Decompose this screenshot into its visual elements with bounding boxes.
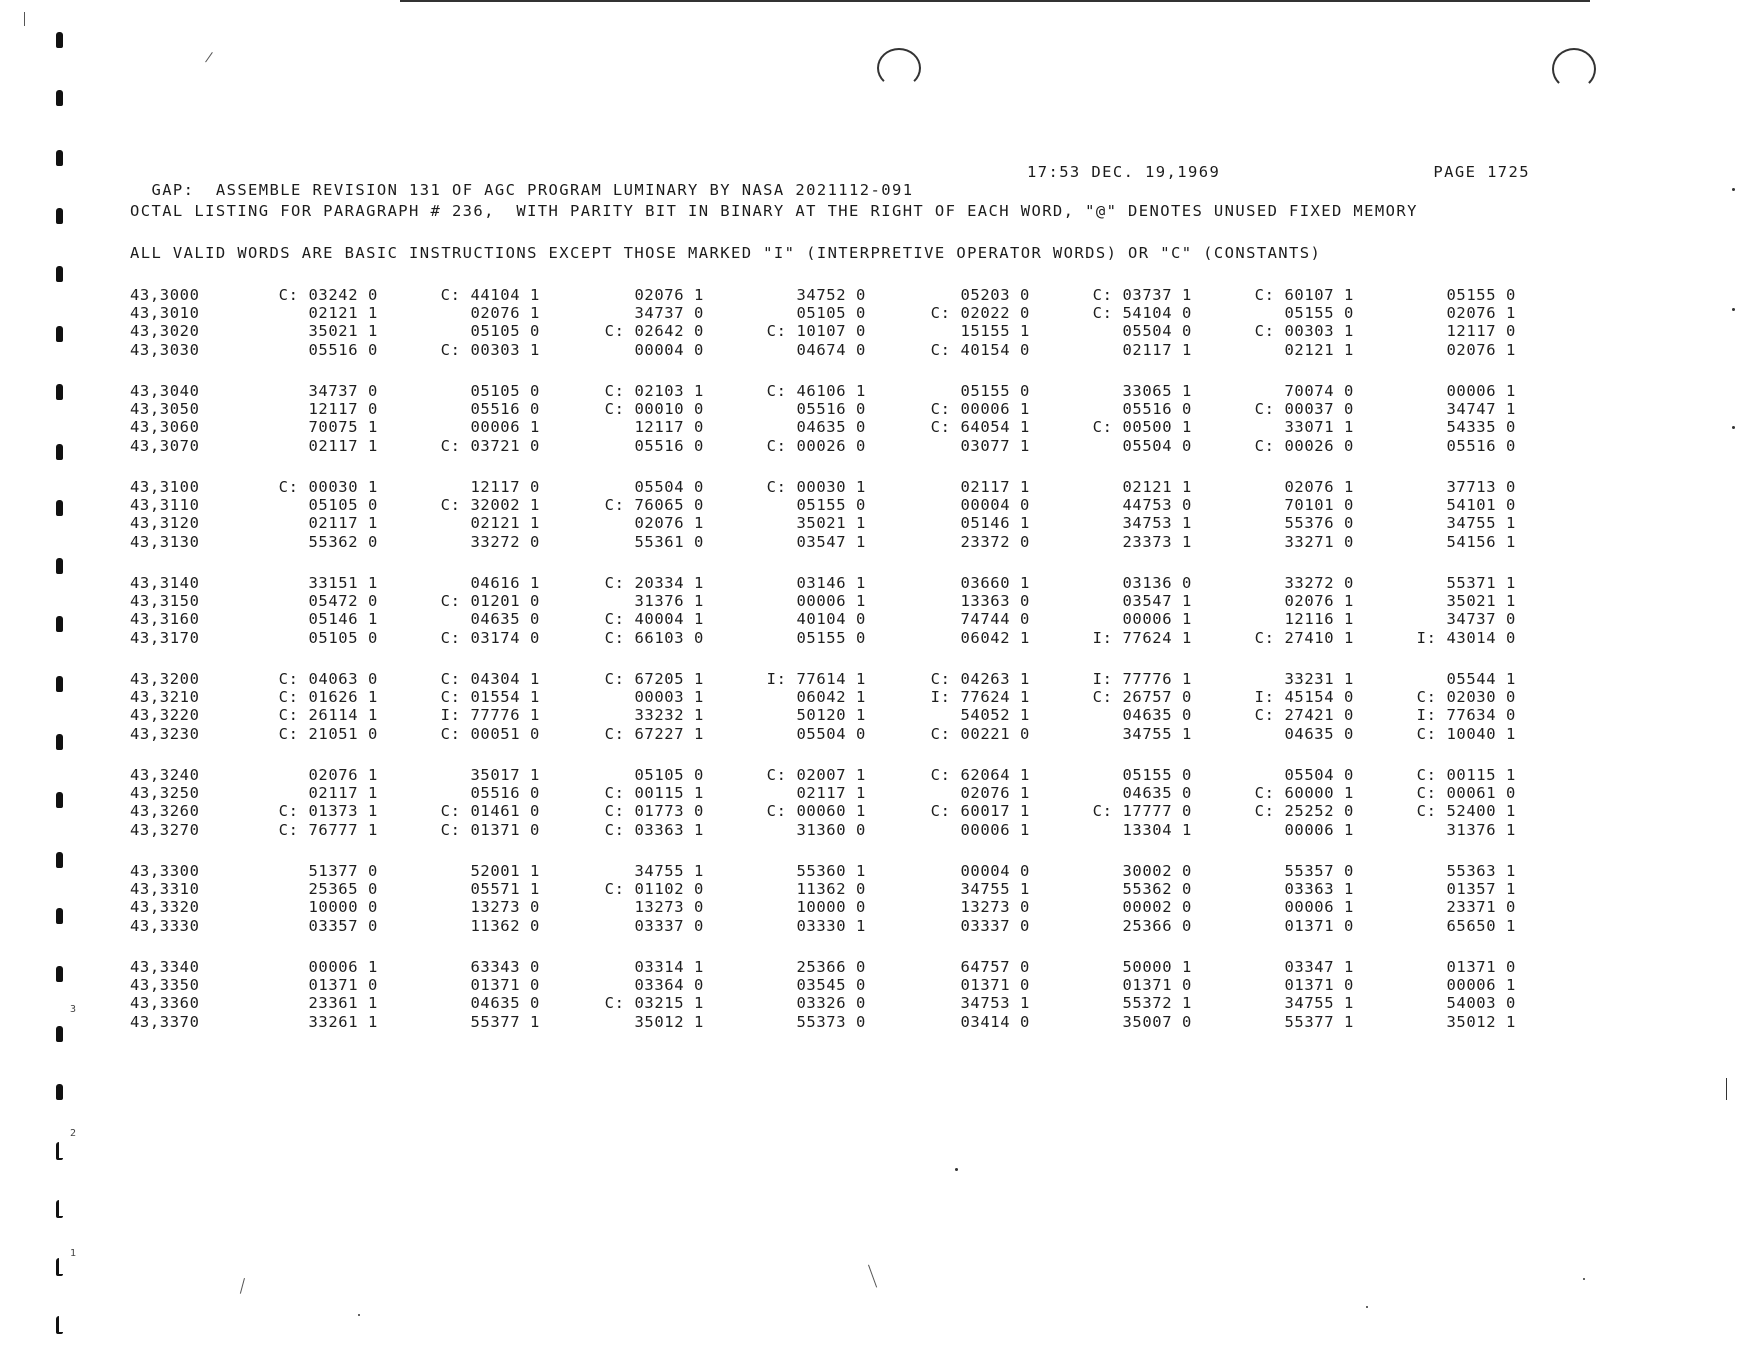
listing-word: 05516 0	[1446, 436, 1516, 455]
listing-word: C: 01554 1	[440, 688, 540, 707]
listing-word: C: 02642 0	[604, 322, 704, 341]
listing-address: 43,3100	[130, 478, 200, 496]
listing-word: C: 27421 0	[1254, 706, 1354, 725]
listing-word: 02076 1	[960, 784, 1030, 803]
listing-word: 51377 0	[308, 862, 378, 880]
listing-word: 05105 0	[470, 322, 540, 341]
listing-word: 03146 1	[796, 574, 866, 592]
listing-word: 00004 0	[634, 340, 704, 359]
listing-address: 43,3250	[130, 784, 200, 803]
listing-word: 02121 1	[470, 514, 540, 533]
listing-word: 64757 0	[960, 958, 1030, 976]
listing-word: 02121 1	[1122, 478, 1192, 496]
listing-word: 37713 0	[1446, 478, 1516, 496]
listing-word: 03314 1	[634, 958, 704, 976]
listing-word: 00003 1	[634, 688, 704, 707]
listing-word: C: 02030 0	[1416, 688, 1516, 707]
listing-address: 43,3320	[130, 898, 200, 917]
listing-address: 43,3010	[130, 304, 200, 323]
listing-address: 43,3150	[130, 592, 200, 611]
listing-word: 55361 0	[634, 532, 704, 551]
listing-word: C: 76777 1	[278, 820, 378, 839]
listing-word: 70074 0	[1284, 382, 1354, 400]
listing-word: 00006 1	[470, 418, 540, 437]
listing-word: 02076 1	[1284, 592, 1354, 611]
listing-word: C: 00060 1	[766, 802, 866, 821]
listing-address: 43,3050	[130, 400, 200, 419]
listing-address: 43,3240	[130, 766, 200, 784]
listing-word: 02117 1	[308, 784, 378, 803]
listing-word: 74744 0	[960, 610, 1030, 629]
margin-mark: 1	[70, 1248, 77, 1259]
listing-address: 43,3060	[130, 418, 200, 437]
listing-word: 13363 0	[960, 592, 1030, 611]
listing-word: C: 32002 1	[440, 496, 540, 515]
listing-word: 00006 1	[960, 820, 1030, 839]
listing-address: 43,3210	[130, 688, 200, 707]
listing-address: 43,3300	[130, 862, 200, 880]
listing-word: 33232 1	[634, 706, 704, 725]
listing-word: 05105 0	[470, 382, 540, 400]
listing-word: 01357 1	[1446, 880, 1516, 899]
listing-address: 43,3360	[130, 994, 200, 1013]
assembly-title: GAP: ASSEMBLE REVISION 131 OF AGC PROGRAM LUMINARY BY NASA 2021112-091	[151, 181, 914, 199]
listing-word: 02121 1	[308, 304, 378, 323]
listing-address: 43,3030	[130, 340, 200, 359]
listing-word: 04616 1	[470, 574, 540, 592]
listing-word: C: 01461 0	[440, 802, 540, 821]
listing-word: C: 76065 0	[604, 496, 704, 515]
listing-word: C: 03242 0	[278, 286, 378, 304]
listing-word: 05155 0	[960, 382, 1030, 400]
listing-word: C: 20334 1	[604, 574, 704, 592]
listing-word: 55373 0	[796, 1012, 866, 1031]
listing-word: 00006 1	[1446, 976, 1516, 995]
listing-word: 34753 1	[960, 994, 1030, 1013]
listing-word: 01371 0	[960, 976, 1030, 995]
listing-word: 54156 1	[1446, 532, 1516, 551]
listing-word: 00006 1	[308, 958, 378, 976]
listing-word: 11362 0	[796, 880, 866, 899]
listing-word: C: 01102 0	[604, 880, 704, 899]
listing-word: C: 03737 1	[1092, 286, 1192, 304]
listing-address: 43,3160	[130, 610, 200, 629]
listing-word: C: 00010 0	[604, 400, 704, 419]
listing-word: 00006 1	[1284, 898, 1354, 917]
listing-word: 25365 0	[308, 880, 378, 899]
listing-word: 05516 0	[308, 340, 378, 359]
listing-word: C: 03174 0	[440, 628, 540, 647]
listing-address: 43,3140	[130, 574, 200, 592]
listing-address: 43,3020	[130, 322, 200, 341]
listing-word: 02076 1	[634, 286, 704, 304]
listing-address: 43,3170	[130, 628, 200, 647]
listing-word: 05155 0	[1284, 304, 1354, 323]
listing-address: 43,3350	[130, 976, 200, 995]
listing-word: 35012 1	[1446, 1012, 1516, 1031]
listing-word: 34755 1	[1284, 994, 1354, 1013]
listing-word: 05504 0	[1284, 766, 1354, 784]
listing-word: 03547 1	[1122, 592, 1192, 611]
listing-word: 55357 0	[1284, 862, 1354, 880]
listing-word: C: 00030 1	[278, 478, 378, 496]
listing-word: 03364 0	[634, 976, 704, 995]
listing-word: 55360 1	[796, 862, 866, 880]
listing-address: 43,3260	[130, 802, 200, 821]
listing-word: C: 10107 0	[766, 322, 866, 341]
listing-word: 35017 1	[470, 766, 540, 784]
listing-word: 10000 0	[308, 898, 378, 917]
listing-word: 25366 0	[796, 958, 866, 976]
listing-word: C: 00030 1	[766, 478, 866, 496]
listing-word: 34737 0	[308, 382, 378, 400]
listing-word: 65650 1	[1446, 916, 1516, 935]
listing-address: 43,3110	[130, 496, 200, 515]
listing-word: 35007 0	[1122, 1012, 1192, 1031]
listing-address: 43,3040	[130, 382, 200, 400]
listing-word: 54335 0	[1446, 418, 1516, 437]
listing-address: 43,3340	[130, 958, 200, 976]
listing-word: 55376 0	[1284, 514, 1354, 533]
listing-word: 05516 0	[470, 784, 540, 803]
listing-word: C: 60107 1	[1254, 286, 1354, 304]
listing-word: 15155 1	[960, 322, 1030, 341]
listing-word: C: 02007 1	[766, 766, 866, 784]
listing-word: C: 00303 1	[440, 340, 540, 359]
listing-address: 43,3330	[130, 916, 200, 935]
listing-word: I: 77624 1	[1092, 628, 1192, 647]
listing-word: 54052 1	[960, 706, 1030, 725]
listing-word: 04635 0	[470, 610, 540, 629]
listing-word: 23372 0	[960, 532, 1030, 551]
listing-word: C: 01373 1	[278, 802, 378, 821]
listing-word: 02117 1	[1122, 340, 1192, 359]
listing-word: 63343 0	[470, 958, 540, 976]
listing-word: 00002 0	[1122, 898, 1192, 917]
listing-word: I: 77624 1	[930, 688, 1030, 707]
listing-word: 35021 1	[308, 322, 378, 341]
listing-word: 05504 0	[1122, 322, 1192, 341]
listing-word: 03545 0	[796, 976, 866, 995]
listing-word: C: 00221 0	[930, 724, 1030, 743]
listing-word: C: 52400 1	[1416, 802, 1516, 821]
listing-word: I: 45154 0	[1254, 688, 1354, 707]
listing-word: 34755 1	[960, 880, 1030, 899]
listing-word: 23371 0	[1446, 898, 1516, 917]
listing-word: 05146 1	[308, 610, 378, 629]
listing-address: 43,3270	[130, 820, 200, 839]
listing-word: 05516 0	[796, 400, 866, 419]
listing-address: 43,3070	[130, 436, 200, 455]
listing-word: 02117 1	[796, 784, 866, 803]
listing-word: 35012 1	[634, 1012, 704, 1031]
listing-word: 05472 0	[308, 592, 378, 611]
listing-word: 33065 1	[1122, 382, 1192, 400]
listing-word: 31360 0	[796, 820, 866, 839]
listing-word: 02076 1	[634, 514, 704, 533]
listing-word: 05155 0	[1446, 286, 1516, 304]
listing-word: 54003 0	[1446, 994, 1516, 1013]
listing-word: 05516 0	[1122, 400, 1192, 419]
listing-word: 33271 0	[1284, 532, 1354, 551]
listing-word: C: 54104 0	[1092, 304, 1192, 323]
margin-mark: 3	[70, 1004, 77, 1015]
listing-word: 00006 1	[796, 592, 866, 611]
listing-word: C: 00037 0	[1254, 400, 1354, 419]
listing-word: 12116 1	[1284, 610, 1354, 629]
listing-word: C: 02022 0	[930, 304, 1030, 323]
listing-word: C: 00303 1	[1254, 322, 1354, 341]
listing-word: 03660 1	[960, 574, 1030, 592]
listing-word: 54101 0	[1446, 496, 1516, 515]
listing-word: 05516 0	[470, 400, 540, 419]
listing-word: 01371 0	[308, 976, 378, 995]
listing-word: 02076 1	[1284, 478, 1354, 496]
listing-word: 33151 1	[308, 574, 378, 592]
listing-word: 05146 1	[960, 514, 1030, 533]
listing-word: 55377 1	[1284, 1012, 1354, 1031]
listing-word: I: 77634 0	[1416, 706, 1516, 725]
listing-word: C: 00500 1	[1092, 418, 1192, 437]
listing-address: 43,3000	[130, 286, 200, 304]
listing-word: 23373 1	[1122, 532, 1192, 551]
listing-word: 05571 1	[470, 880, 540, 899]
margin-mark: 2	[70, 1128, 77, 1139]
listing-word: 55372 1	[1122, 994, 1192, 1013]
listing-word: 50120 1	[796, 706, 866, 725]
listing-word: 33231 1	[1284, 670, 1354, 688]
listing-word: 35021 1	[1446, 592, 1516, 611]
listing-word: 02076 1	[1446, 304, 1516, 323]
listing-word: 02076 1	[1446, 340, 1516, 359]
listing-word: 02076 1	[308, 766, 378, 784]
listing-word: 04635 0	[1122, 706, 1192, 725]
listing-word: 05516 0	[634, 436, 704, 455]
listing-word: 55363 1	[1446, 862, 1516, 880]
listing-word: 40104 0	[796, 610, 866, 629]
listing-word: 03363 1	[1284, 880, 1354, 899]
listing-word: C: 10040 1	[1416, 724, 1516, 743]
listing-word: I: 77614 1	[766, 670, 866, 688]
listing-word: 13273 0	[960, 898, 1030, 917]
listing-word: 10000 0	[796, 898, 866, 917]
listing-word: C: 40154 0	[930, 340, 1030, 359]
listing-word: 01371 0	[1284, 916, 1354, 935]
listing-word: 02117 1	[308, 514, 378, 533]
listing-word: 31376 1	[1446, 820, 1516, 839]
listing-word: 03347 1	[1284, 958, 1354, 976]
listing-word: C: 01773 0	[604, 802, 704, 821]
listing-address: 43,3310	[130, 880, 200, 899]
listing-word: 34752 0	[796, 286, 866, 304]
listing-word: 55377 1	[470, 1012, 540, 1031]
listing-word: 02117 1	[308, 436, 378, 455]
listing-word: C: 00115 1	[1416, 766, 1516, 784]
listing-word: 05155 0	[796, 628, 866, 647]
listing-word: 06042 1	[960, 628, 1030, 647]
listing-word: 05105 0	[308, 628, 378, 647]
listing-word: C: 03721 0	[440, 436, 540, 455]
listing-word: 01371 0	[1284, 976, 1354, 995]
listing-address: 43,3120	[130, 514, 200, 533]
listing-word: 06042 1	[796, 688, 866, 707]
listing-word: 05105 0	[634, 766, 704, 784]
listing-word: 05155 0	[1122, 766, 1192, 784]
listing-word: 05105 0	[796, 304, 866, 323]
listing-word: 33071 1	[1284, 418, 1354, 437]
listing-word: C: 44104 1	[440, 286, 540, 304]
listing-word: 05504 0	[1122, 436, 1192, 455]
listing-word: 00006 1	[1284, 820, 1354, 839]
listing-word: C: 04063 0	[278, 670, 378, 688]
listing-word: 03357 0	[308, 916, 378, 935]
valid-words-legend: ALL VALID WORDS ARE BASIC INSTRUCTIONS EXCEPT THOSE MARKED "I" (INTERPRETIVE OPERATOR WORDS) OR "C" (CONSTANTS)	[130, 244, 1322, 262]
listing-address: 43,3370	[130, 1012, 200, 1031]
listing-word: 33272 0	[1284, 574, 1354, 592]
listing-word: C: 46106 1	[766, 382, 866, 400]
listing-word: 02117 1	[960, 478, 1030, 496]
listing-word: 34747 1	[1446, 400, 1516, 419]
listing-word: 13273 0	[470, 898, 540, 917]
listing-word: 00006 1	[1122, 610, 1192, 629]
listing-word: C: 04304 1	[440, 670, 540, 688]
listing-word: 03337 0	[960, 916, 1030, 935]
listing-word: C: 00051 0	[440, 724, 540, 743]
listing-word: 34755 1	[1446, 514, 1516, 533]
listing-word: 03337 0	[634, 916, 704, 935]
listing-word: 52001 1	[470, 862, 540, 880]
listing-word: C: 01201 0	[440, 592, 540, 611]
listing-word: 12117 0	[470, 478, 540, 496]
listing-word: 03330 1	[796, 916, 866, 935]
listing-word: 05203 0	[960, 286, 1030, 304]
listing-word: 55362 0	[1122, 880, 1192, 899]
listing-word: 03414 0	[960, 1012, 1030, 1031]
listing-word: 00004 0	[960, 496, 1030, 515]
listing-word: 44753 0	[1122, 496, 1192, 515]
listing-word: C: 00026 0	[766, 436, 866, 455]
assembly-timestamp: 17:53 DEC. 19,1969	[1027, 163, 1221, 181]
listing-word: 05504 0	[796, 724, 866, 743]
listing-word: C: 67205 1	[604, 670, 704, 688]
listing-word: C: 02103 1	[604, 382, 704, 400]
listing-word: I: 77776 1	[440, 706, 540, 725]
listing-address: 43,3130	[130, 532, 200, 551]
listing-word: 05155 0	[796, 496, 866, 515]
listing-word: I: 77776 1	[1092, 670, 1192, 688]
listing-word: C: 62064 1	[930, 766, 1030, 784]
listing-word: C: 01371 0	[440, 820, 540, 839]
listing-word: C: 26114 1	[278, 706, 378, 725]
listing-word: 31376 1	[634, 592, 704, 611]
listing-address: 43,3200	[130, 670, 200, 688]
listing-word: 34737 0	[1446, 610, 1516, 629]
listing-word: 04635 0	[1284, 724, 1354, 743]
listing-word: 12117 0	[634, 418, 704, 437]
listing-word: 03136 0	[1122, 574, 1192, 592]
listing-word: 02076 1	[470, 304, 540, 323]
listing-address: 43,3230	[130, 724, 200, 743]
listing-word: 11362 0	[470, 916, 540, 935]
listing-word: 05504 0	[634, 478, 704, 496]
listing-word: 00004 0	[960, 862, 1030, 880]
listing-word: 70075 1	[308, 418, 378, 437]
listing-word: 01371 0	[1446, 958, 1516, 976]
listing-word: 35021 1	[796, 514, 866, 533]
listing-word: 04635 0	[470, 994, 540, 1013]
listing-word: 23361 1	[308, 994, 378, 1013]
listing-word: C: 64054 1	[930, 418, 1030, 437]
listing-word: C: 00115 1	[604, 784, 704, 803]
listing-word: 50000 1	[1122, 958, 1192, 976]
listing-word: 34753 1	[1122, 514, 1192, 533]
listing-word: C: 00026 0	[1254, 436, 1354, 455]
listing-word: 12117 0	[308, 400, 378, 419]
listing-word: 70101 0	[1284, 496, 1354, 515]
listing-word: C: 00006 1	[930, 400, 1030, 419]
listing-word: C: 17777 0	[1092, 802, 1192, 821]
listing-word: 04674 0	[796, 340, 866, 359]
listing-word: C: 27410 1	[1254, 628, 1354, 647]
listing-word: 25366 0	[1122, 916, 1192, 935]
listing-word: 03326 0	[796, 994, 866, 1013]
listing-word: C: 60000 1	[1254, 784, 1354, 803]
octal-listing-line: OCTAL LISTING FOR PARAGRAPH # 236, WITH PARITY BIT IN BINARY AT THE RIGHT OF EACH WORD, "@" DENOTES UNUSED FIXED MEMORY	[130, 202, 1418, 220]
listing-word: 33272 0	[470, 532, 540, 551]
listing-word: C: 66103 0	[604, 628, 704, 647]
listing-word: 13273 0	[634, 898, 704, 917]
listing-word: C: 03215 1	[604, 994, 704, 1013]
listing-word: 00006 1	[1446, 382, 1516, 400]
listing-word: 55371 1	[1446, 574, 1516, 592]
listing-word: 13304 1	[1122, 820, 1192, 839]
listing-word: C: 26757 0	[1092, 688, 1192, 707]
listing-word: 34737 0	[634, 304, 704, 323]
listing-word: 33261 1	[308, 1012, 378, 1031]
listing-word: 55362 0	[308, 532, 378, 551]
listing-word: 04635 0	[1122, 784, 1192, 803]
listing-word: 12117 0	[1446, 322, 1516, 341]
listing-word: I: 43014 0	[1416, 628, 1516, 647]
listing-word: C: 00061 0	[1416, 784, 1516, 803]
listing-word: 02121 1	[1284, 340, 1354, 359]
listing-word: C: 03363 1	[604, 820, 704, 839]
listing-word: 03077 1	[960, 436, 1030, 455]
listing-word: 01371 0	[1122, 976, 1192, 995]
listing-word: 30002 0	[1122, 862, 1192, 880]
listing-word: 01371 0	[470, 976, 540, 995]
listing-word: 04635 0	[796, 418, 866, 437]
listing-word: 34755 1	[634, 862, 704, 880]
listing-word: C: 01626 1	[278, 688, 378, 707]
listing-word: C: 67227 1	[604, 724, 704, 743]
page-number: PAGE 1725	[1433, 163, 1530, 181]
listing-word: C: 21051 0	[278, 724, 378, 743]
listing-address: 43,3220	[130, 706, 200, 725]
listing-word: C: 25252 0	[1254, 802, 1354, 821]
listing-word: 05544 1	[1446, 670, 1516, 688]
listing-word: C: 60017 1	[930, 802, 1030, 821]
listing-word: C: 04263 1	[930, 670, 1030, 688]
listing-word: 34755 1	[1122, 724, 1192, 743]
listing-word: C: 40004 1	[604, 610, 704, 629]
listing-word: 05105 0	[308, 496, 378, 515]
listing-word: 03547 1	[796, 532, 866, 551]
